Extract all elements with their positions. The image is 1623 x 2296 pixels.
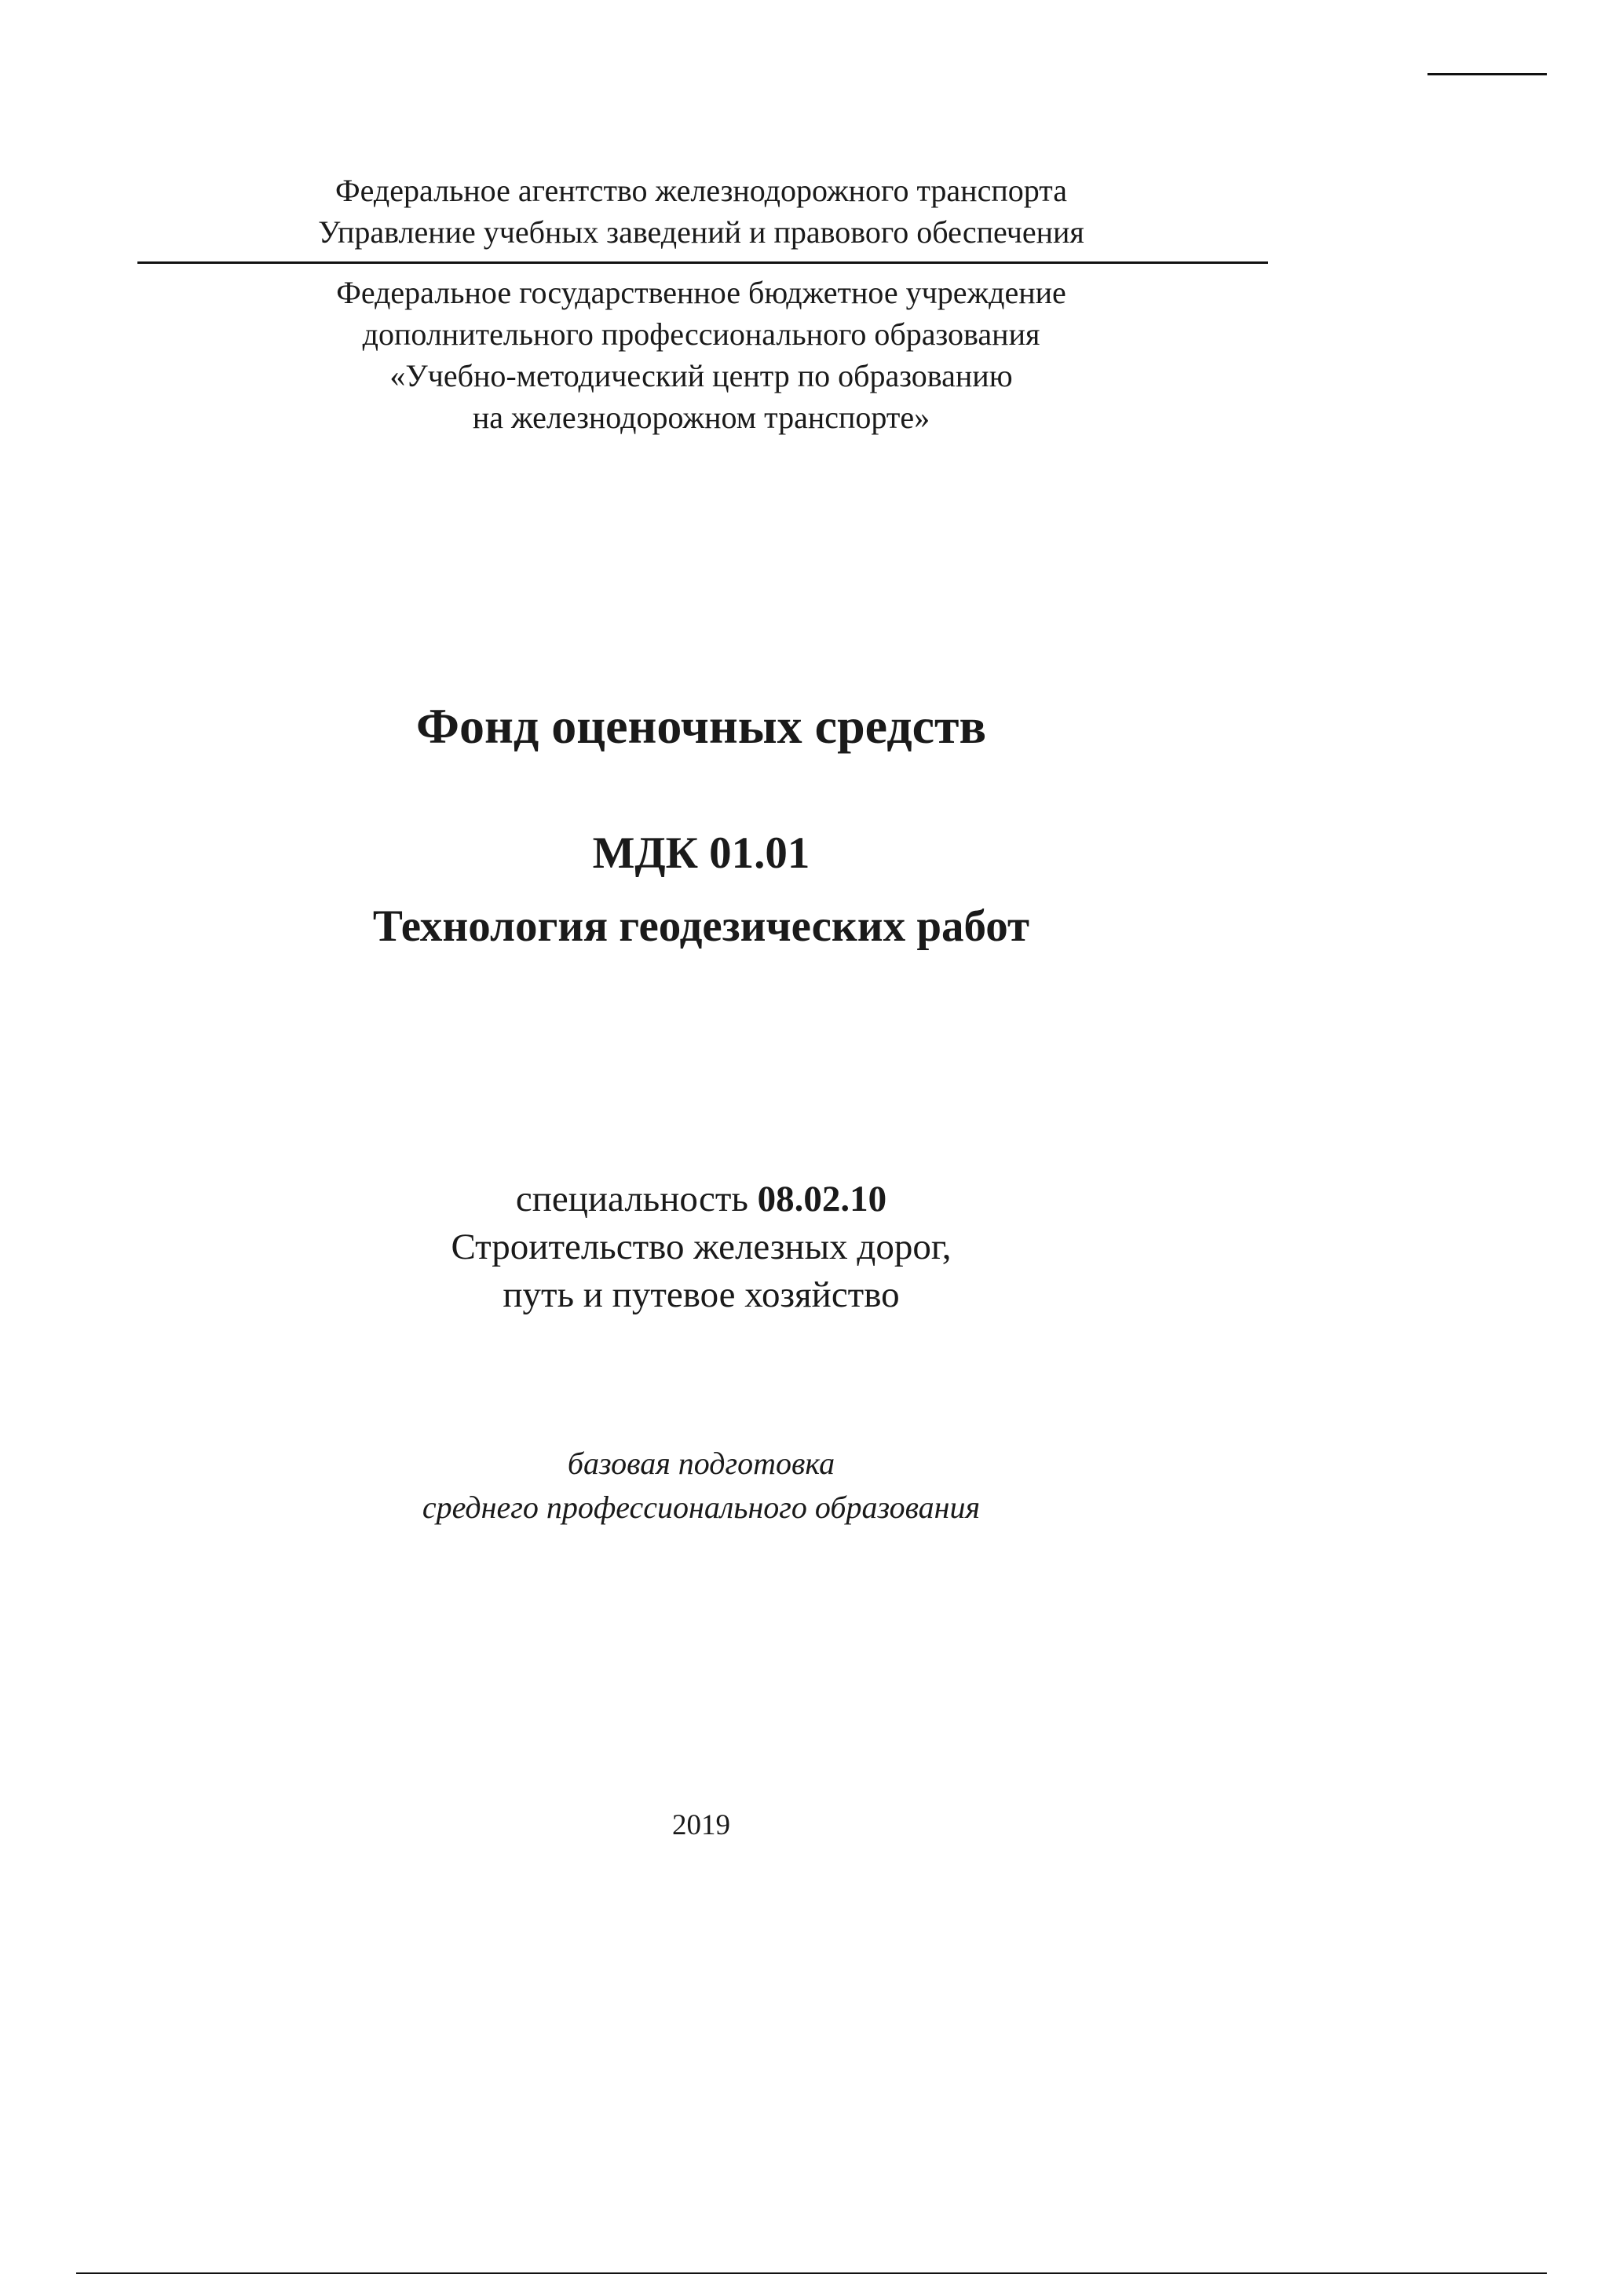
agency-block: [0, 170, 1402, 253]
institution-line-4: на железнодорожном транспорте»: [472, 400, 930, 435]
specialty-label: специальность: [515, 1179, 748, 1219]
publication-year-text: 2019: [672, 1809, 730, 1841]
specialty-name-line-1: Строительство железных дорог,: [451, 1227, 952, 1267]
document-title: [0, 695, 1402, 758]
header-divider: [137, 261, 1268, 264]
specialty-block: [0, 1175, 1402, 1319]
specialty-name-line-2: путь и путевое хозяйство: [503, 1274, 900, 1315]
institution-block: [0, 272, 1402, 438]
training-level-line-2: среднего профессионального образования: [422, 1490, 981, 1525]
specialty-heading: [0, 1175, 1402, 1223]
agency-department: Управление учебных заведений и правового обеспечения: [318, 214, 1084, 250]
publication-year: [0, 1806, 1402, 1845]
specialty-code: 08.02.10: [757, 1179, 887, 1219]
training-level-line-1: базовая подготовка: [567, 1446, 835, 1481]
document-title-text: Фонд оценочных средств: [416, 698, 986, 754]
course-code: МДК 01.01: [592, 828, 810, 878]
course-block: [0, 817, 1402, 963]
bottom-rule: [76, 2272, 1547, 2274]
institution-line-3: «Учебно-методический центр по образованию: [389, 358, 1013, 393]
institution-line-1: Федеральное государственное бюджетное учреждение: [336, 275, 1066, 310]
agency-name: Федеральное агентство железнодорожного транспорта: [335, 173, 1067, 208]
training-level-block: [0, 1442, 1402, 1530]
top-right-rule: [1427, 73, 1547, 75]
course-name: Технология геодезических работ: [372, 901, 1030, 951]
institution-line-2: дополнительного профессионального образования: [362, 316, 1040, 352]
